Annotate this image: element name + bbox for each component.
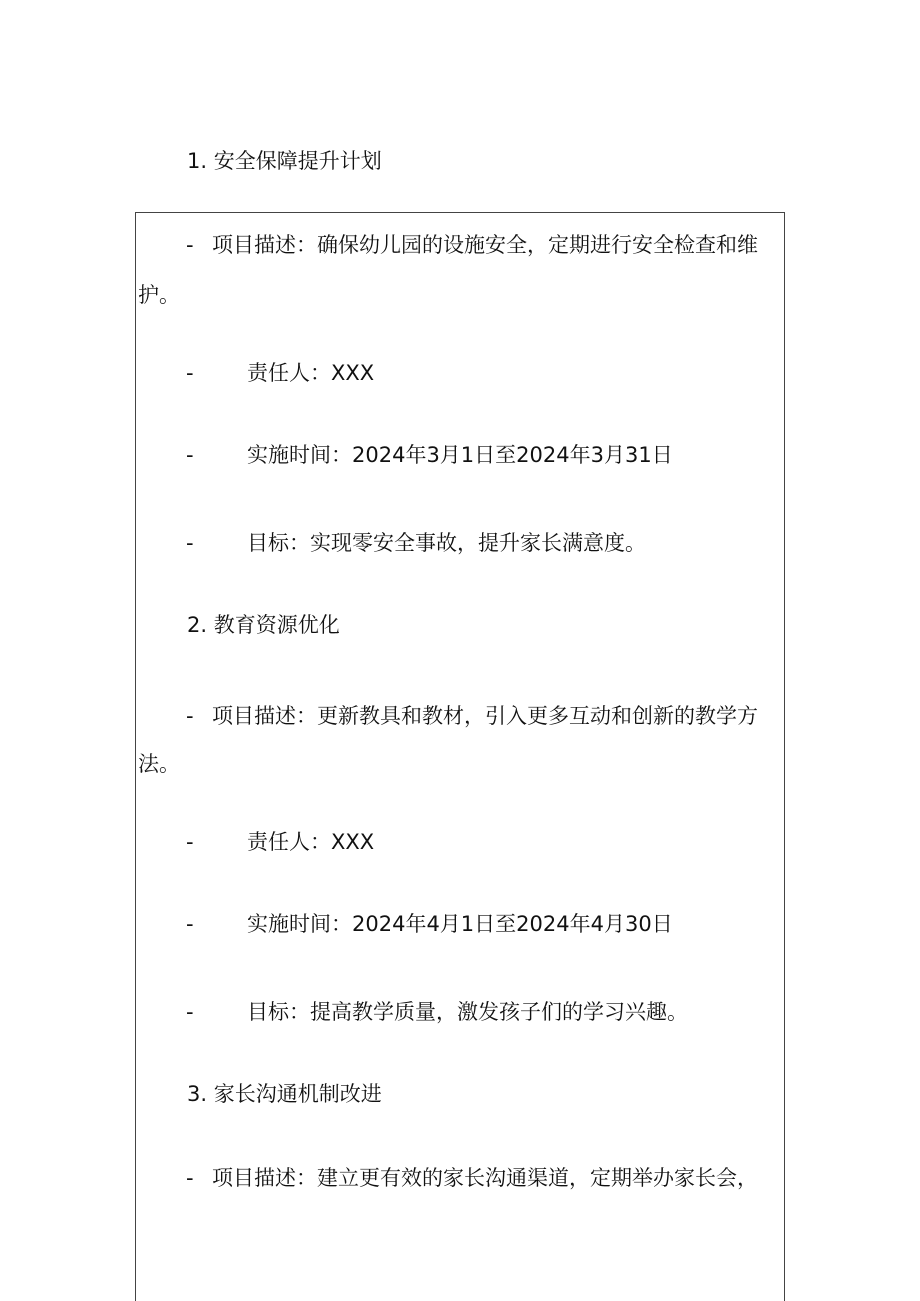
content-box — [135, 212, 785, 1301]
bullet-dash: - — [186, 361, 194, 385]
section-2-goal: 目标：提高教学质量，激发孩子们的学习兴趣。 — [247, 1000, 688, 1024]
section-3-title: 3. 家长沟通机制改进 — [187, 1082, 382, 1106]
section-3-desc-line1: 项目描述：建立更有效的家长沟通渠道，定期举办家长会， — [212, 1166, 758, 1190]
bullet-dash: - — [186, 233, 194, 257]
section-2-title: 2. 教育资源优化 — [187, 613, 340, 637]
bullet-dash: - — [186, 704, 194, 728]
bullet-dash: - — [186, 531, 194, 555]
bullet-dash: - — [186, 443, 194, 467]
section-1-desc-line2: 护。 — [138, 283, 180, 307]
bullet-dash: - — [186, 1000, 194, 1024]
section-1-goal: 目标：实现零安全事故，提升家长满意度。 — [247, 531, 646, 555]
bullet-dash: - — [186, 912, 194, 936]
bullet-dash: - — [186, 830, 194, 854]
section-2-owner: 责任人：XXX — [247, 830, 375, 854]
section-1-title: 1. 安全保障提升计划 — [187, 149, 382, 173]
section-1-desc-line1: 项目描述：确保幼儿园的设施安全，定期进行安全检查和维 — [212, 233, 758, 257]
section-1-owner: 责任人：XXX — [247, 361, 375, 385]
section-2-desc-line1: 项目描述：更新教具和教材，引入更多互动和创新的教学方 — [212, 704, 758, 728]
section-2-time: 实施时间：2024年4月1日至2024年4月30日 — [247, 912, 673, 936]
section-1-time: 实施时间：2024年3月1日至2024年3月31日 — [247, 443, 673, 467]
bullet-dash: - — [186, 1166, 194, 1190]
section-2-desc-line2: 法。 — [138, 752, 180, 776]
